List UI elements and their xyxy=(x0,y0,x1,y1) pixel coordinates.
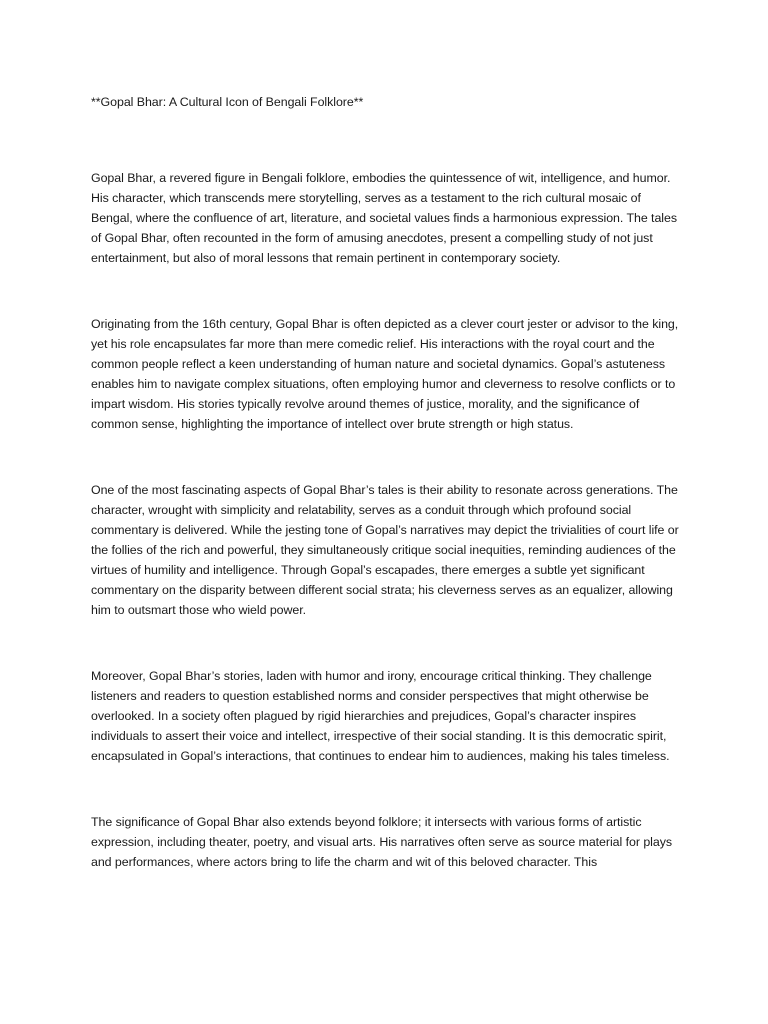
paragraph-1: Gopal Bhar, a revered figure in Bengali folklore, embodies the quintessence of wit, intelligence, and humor. His character, which transcends mere storytelling, serves as a testament to the rich cultural mosaic of Bengal, where the confluence of art, literature, and societal values finds a harmonious expression. The tales of Gopal Bhar, often recounted in the form of amusing anecdotes, present a compelling study of not just entertainment, but also of moral lessons that remain pertinent in contemporary society. xyxy=(91,171,677,265)
paragraph-4: Moreover, Gopal Bhar’s stories, laden with humor and irony, encourage critical thinking. They challenge listeners and readers to question established norms and consider perspectives that might otherwise be overlooked. In a society often plagued by rigid hierarchies and prejudices, Gopal’s character inspires individuals to assert their voice and intellect, irrespective of their social standing. It is this democratic spirit, encapsulated in Gopal’s interactions, that continues to endear him to audiences, making his tales timeless. xyxy=(91,669,670,763)
document-title: **Gopal Bhar: A Cultural Icon of Bengali Folklore** xyxy=(91,95,364,109)
paragraph-2: Originating from the 16th century, Gopal Bhar is often depicted as a clever court jester or advisor to the king, yet his role encapsulates far more than mere comedic relief. His interactions with the royal court and the common people reflect a keen understanding of human nature and societal dynamics. Gopal’s astuteness enables him to navigate complex situations, often employing humor and cleverness to resolve conflicts or to impart wisdom. His stories typically revolve around themes of justice, morality, and the significance of common sense, highlighting the importance of intellect over brute strength or high status. xyxy=(91,317,679,431)
spacer xyxy=(91,620,681,666)
paragraph-3: One of the most fascinating aspects of Gopal Bhar’s tales is their ability to resonate across generations. The character, wrought with simplicity and relatability, serves as a conduit through which profound social commentary is delivered. While the jesting tone of Gopal’s narratives may depict the trivialities of court life or the follies of the rich and powerful, they simultaneously critique social inequities, reminding audiences of the virtues of humility and intelligence. Through Gopal’s escapades, there emerges a subtle yet significant commentary on the disparity between different social strata; his cleverness serves as an equalizer, allowing him to outsmart those who wield power. xyxy=(91,483,679,617)
paragraph-5: The significance of Gopal Bhar also extends beyond folklore; it intersects with various forms of artistic expression, including theater, poetry, and visual arts. His narratives often serve as source material for plays and performances, where actors bring to life the charm and wit of this beloved character. This xyxy=(91,815,672,869)
spacer xyxy=(91,434,681,480)
document-body xyxy=(91,92,681,872)
spacer xyxy=(91,112,681,168)
spacer xyxy=(91,766,681,812)
spacer xyxy=(91,268,681,314)
